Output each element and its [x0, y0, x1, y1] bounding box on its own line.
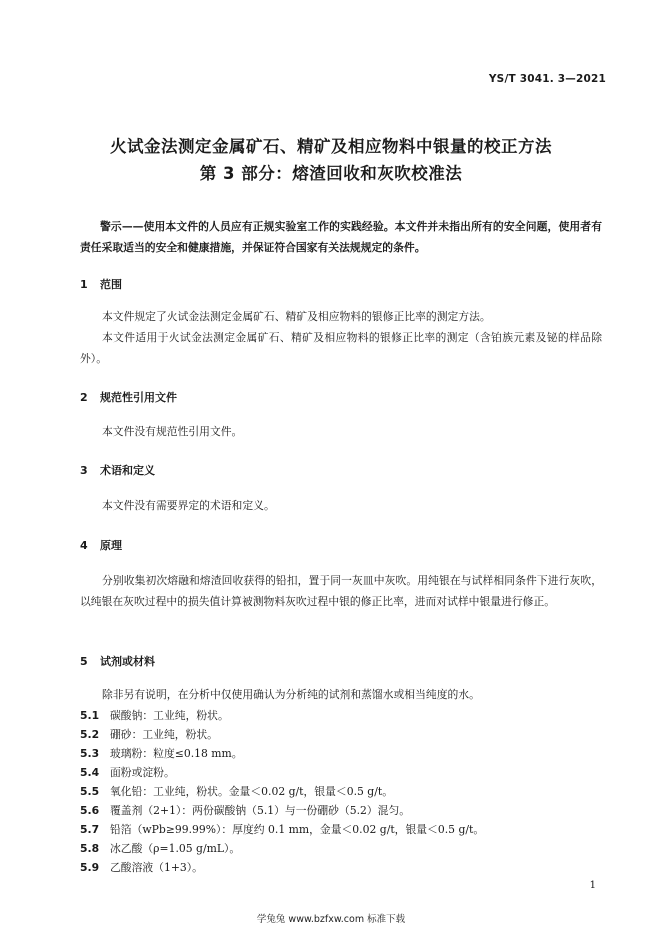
section-3-heading [80, 462, 155, 478]
item-text: 乙酸溶液（1+3）。 [110, 861, 203, 874]
section-4-heading [80, 537, 122, 553]
section-number: 4 [80, 539, 88, 552]
item-text: 玻璃粉：粒度≤0.18 mm。 [110, 747, 243, 760]
section-1-heading [80, 276, 122, 292]
section-title: 规范性引用文件 [100, 391, 177, 404]
item-text: 硼砂：工业纯，粉状。 [110, 728, 218, 741]
item-number: 5.5 [80, 785, 100, 798]
section-number: 2 [80, 391, 88, 404]
safety-warning: 警示——使用本文件的人员应有正规实验室工作的实践经验。本文件并未指出所有的安全问题，使用者有责任采取适当的安全和健康措施，并保证符合国家有关法规规定的条件。 [80, 220, 602, 254]
item-number: 5.1 [80, 709, 100, 722]
section-2-paragraph-1: 本文件没有规范性引用文件。 [102, 425, 243, 438]
section-title: 原理 [100, 539, 122, 552]
title-line-1: 火试金法测定金属矿石、精矿及相应物料中银量的校正方法 [110, 137, 552, 156]
list-item [80, 727, 602, 743]
section-5-heading [80, 653, 155, 669]
item-text: 碳酸钠：工业纯，粉状。 [110, 709, 229, 722]
section-5-paragraph-1: 除非另有说明，在分析中仅使用确认为分析纯的试剂和蒸馏水或相当纯度的水。 [102, 688, 480, 701]
section-4-paragraph-1: 分别收集初次熔融和熔渣回收获得的铅扣，置于同一灰皿中灰吹。用纯银在与试样相同条件下进行灰吹，以纯银在灰吹过程中的损失值计算被测物料灰吹过程中银的修正比率，进而对试样中银量进行修正。 [80, 574, 602, 608]
section-title: 术语和定义 [100, 464, 155, 477]
title-line-2: 第 3 部分：熔渣回收和灰吹校准法 [199, 164, 463, 183]
item-number: 5.8 [80, 842, 100, 855]
list-item [80, 784, 602, 800]
section-1-paragraph-2: 本文件适用于火试金法测定金属矿石、精矿及相应物料的银修正比率的测定（含铂族元素及铋的样品除外）。 [80, 331, 602, 365]
section-number: 3 [80, 464, 88, 477]
page-number: 1 [589, 880, 596, 891]
section-title: 范围 [100, 278, 122, 291]
list-item [80, 708, 602, 724]
section-1-paragraph-1: 本文件规定了火试金法测定金属矿石、精矿及相应物料的银修正比率的测定方法。 [102, 310, 491, 323]
section-number: 5 [80, 655, 88, 668]
section-3-paragraph-1: 本文件没有需要界定的术语和定义。 [102, 499, 275, 512]
list-item [80, 746, 602, 762]
item-number: 5.3 [80, 747, 100, 760]
item-number: 5.4 [80, 766, 100, 779]
item-text: 氧化铅：工业纯，粉状。金量＜0.02 g/t，银量＜0.5 g/t。 [110, 785, 393, 798]
list-item [80, 803, 602, 819]
section-title: 试剂或材料 [100, 655, 155, 668]
footer-watermark: 学兔兔 www.bzfxw.com 标准下载 [256, 914, 406, 925]
list-item [80, 822, 602, 838]
item-number: 5.6 [80, 804, 100, 817]
list-item [80, 765, 602, 781]
item-text: 面粉或淀粉。 [110, 766, 175, 779]
list-item [80, 841, 602, 857]
item-text: 覆盖剂（2+1）：两份碳酸钠（5.1）与一份硼砂（5.2）混匀。 [110, 804, 411, 817]
item-number: 5.2 [80, 728, 100, 741]
section-number: 1 [80, 278, 88, 291]
item-number: 5.9 [80, 861, 100, 874]
standard-code: YS/T 3041. 3—2021 [488, 73, 606, 85]
item-number: 5.7 [80, 823, 100, 836]
list-item [80, 860, 602, 876]
section-2-heading [80, 389, 177, 405]
item-text: 冰乙酸（ρ=1.05 g/mL）。 [110, 842, 241, 855]
item-text: 铅箔（wPb≥99.99%）：厚度约 0.1 mm，金量＜0.02 g/t，银量＜0.5 g/t。 [110, 823, 485, 836]
